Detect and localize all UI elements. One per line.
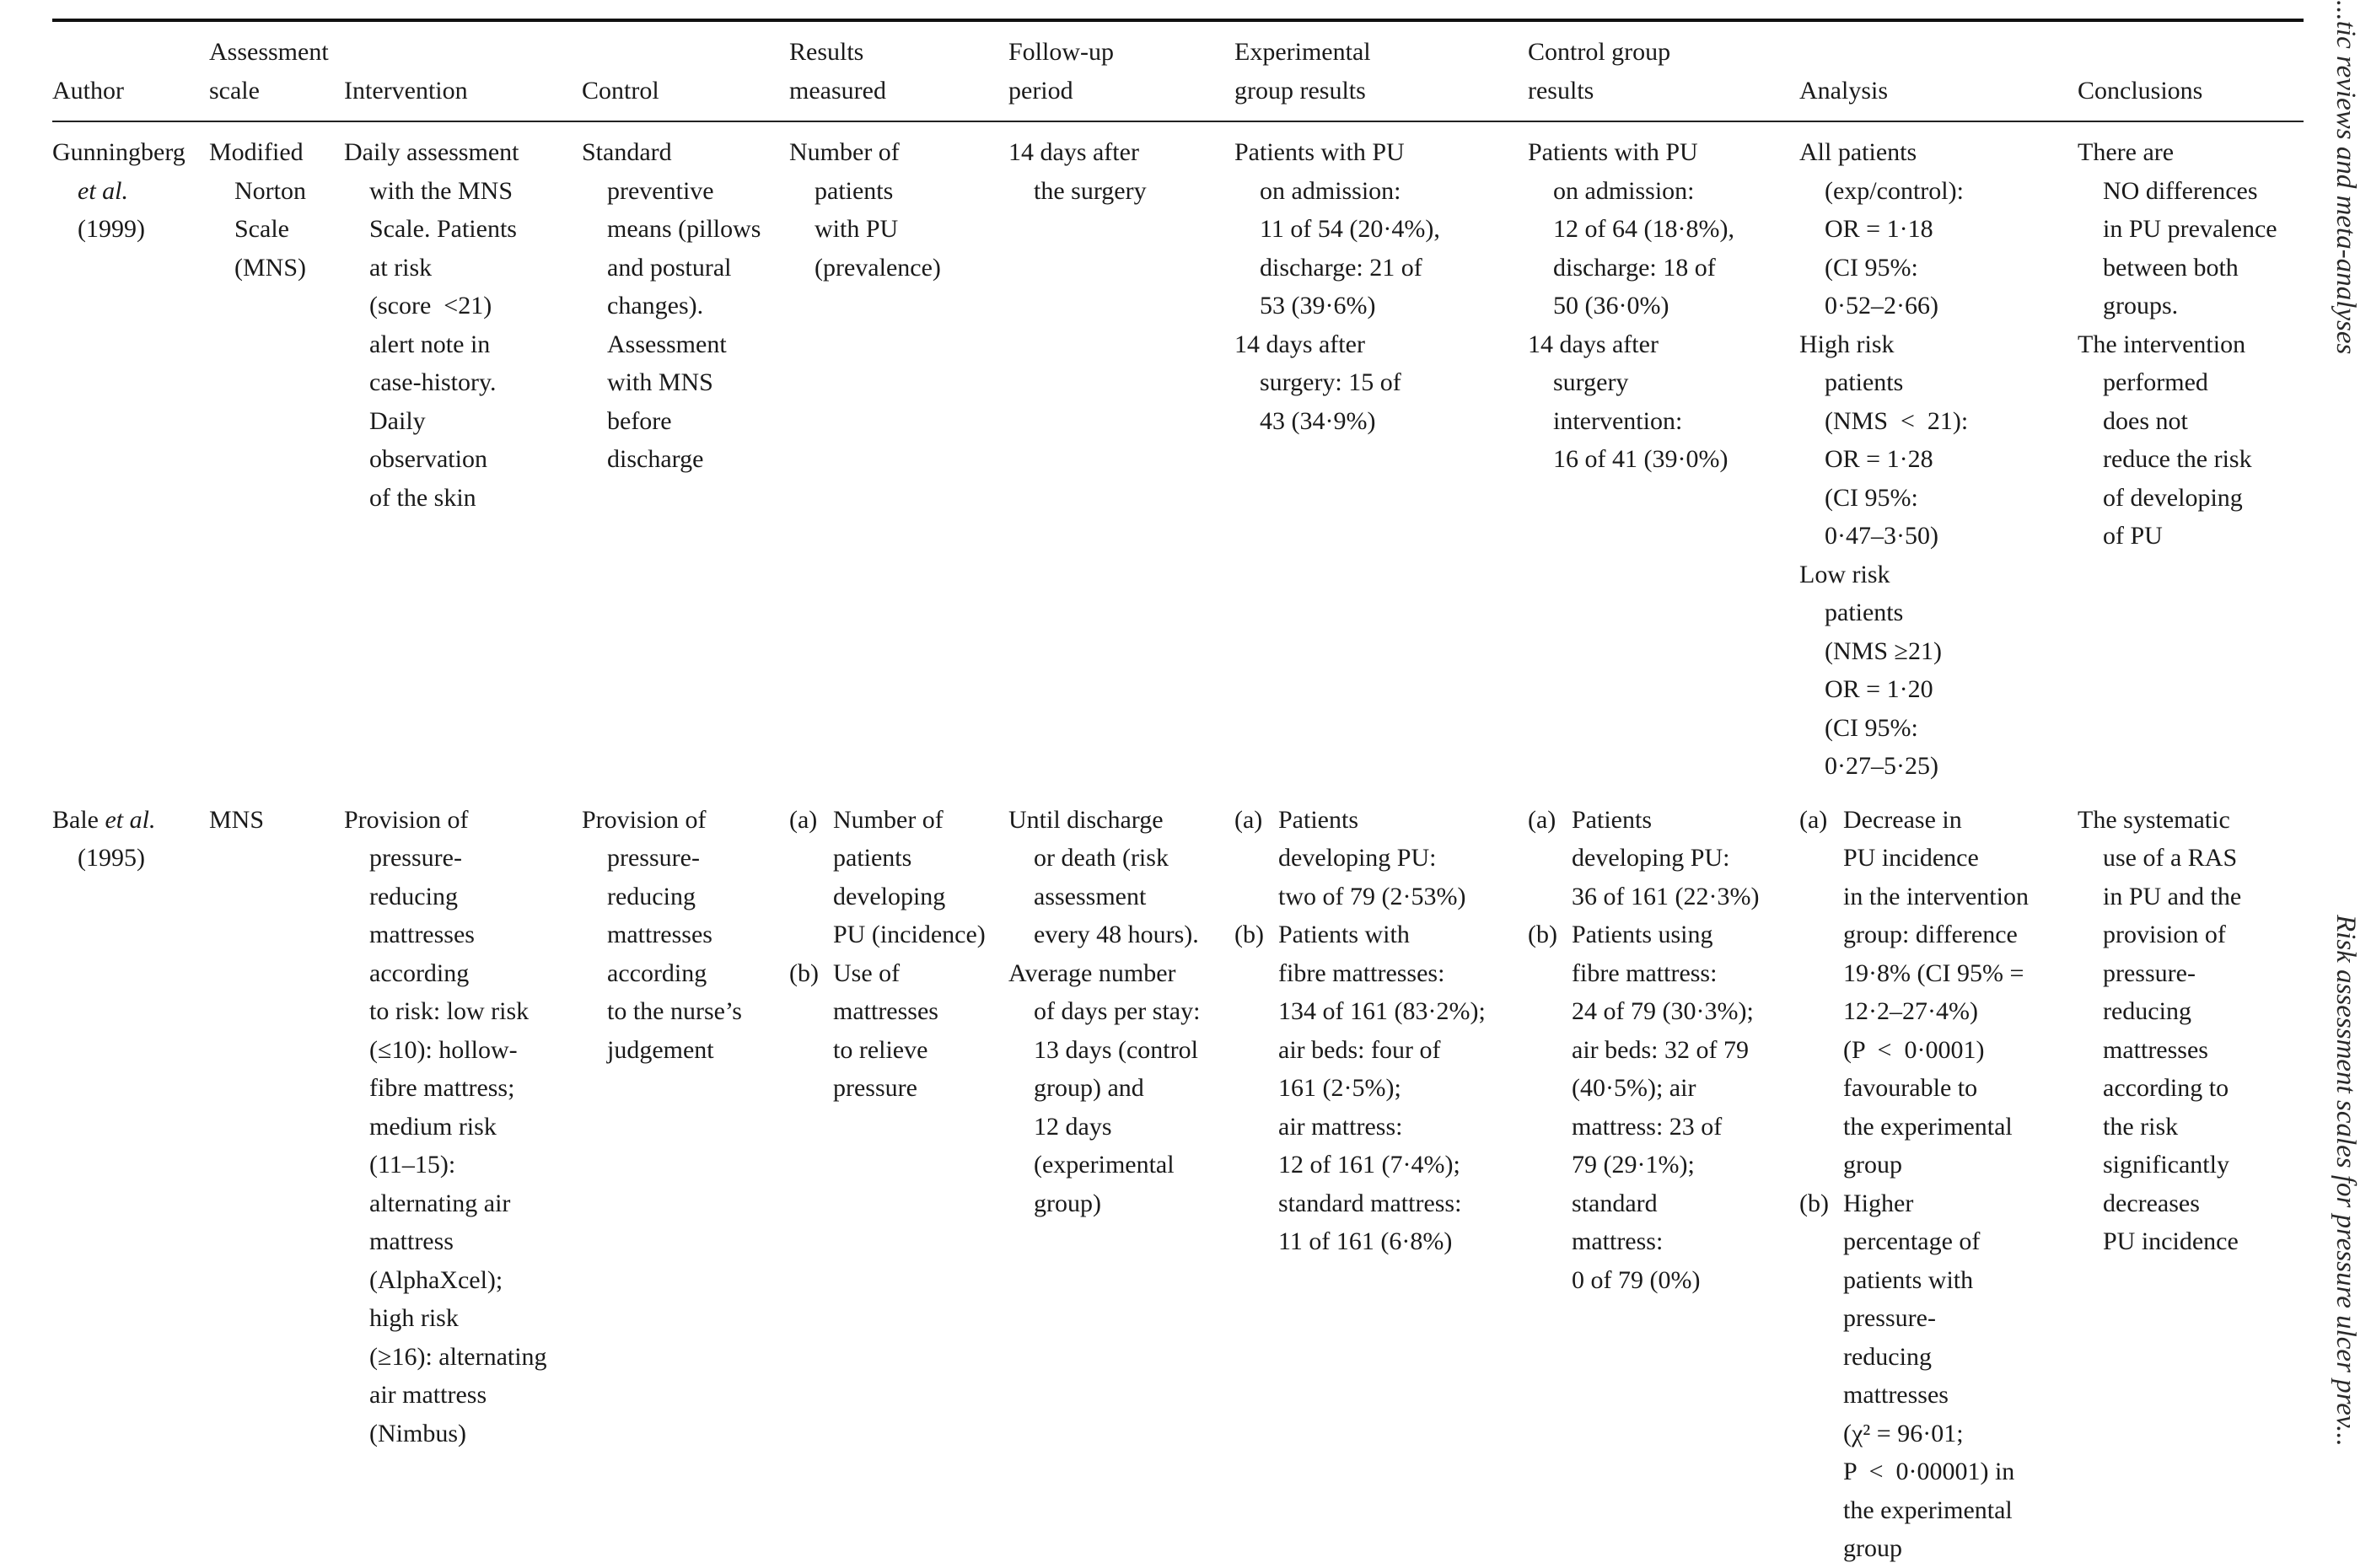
cell-line: Patients using: [1572, 921, 1713, 948]
cell-line: Decrease in: [1843, 805, 1962, 834]
conclusions-cell: [2078, 133, 2304, 801]
cell-line: in PU and the: [2103, 882, 2242, 910]
cell-line: Provision of: [344, 805, 469, 834]
cell-line: The systematic: [2078, 805, 2230, 834]
cell-line: two of 79 (2·53%): [1278, 882, 1466, 910]
author-name-line: [52, 133, 209, 172]
cell-line: preventive: [607, 176, 714, 205]
item-body: [1843, 1184, 2078, 1568]
cell-line: (11–15):: [369, 1151, 456, 1179]
cell-line: Scale. Patients: [369, 215, 517, 243]
item-body: [1572, 801, 1799, 916]
column-header: [1008, 32, 1234, 120]
labelled-item: [1528, 801, 1799, 916]
cell-line: (≥16): alternating: [369, 1342, 547, 1371]
item-label: (b): [1528, 921, 1557, 948]
author-cell: [52, 133, 209, 801]
control-results-cell: [1528, 801, 1799, 1568]
column-header: [1234, 32, 1528, 120]
cell-line: (MNS): [234, 253, 307, 282]
cell-line: according: [607, 959, 707, 987]
cell-line: Scale: [234, 215, 289, 243]
cell-line: group: difference: [1843, 921, 2018, 948]
author-etal: et al.: [105, 805, 156, 834]
author-name: Bale: [52, 805, 99, 834]
cell-line: air mattress:: [1278, 1112, 1403, 1141]
cell-line: between both: [2103, 253, 2239, 282]
cell-line: to the nurse’s: [607, 997, 742, 1025]
author-etal: et al.: [78, 176, 128, 205]
cell-line: group): [1034, 1189, 1101, 1217]
cell-line: of days per stay:: [1034, 997, 1201, 1025]
labelled-item: [1799, 801, 2078, 1184]
column-header-line2: period: [1008, 76, 1073, 105]
cell-line: groups.: [2103, 292, 2179, 320]
analysis-cell: [1799, 133, 2078, 801]
cell-line: Higher: [1843, 1189, 1914, 1217]
cell-line: 0·52–2·66): [1825, 292, 1938, 320]
cell-line: 134 of 161 (83·2%);: [1278, 997, 1486, 1025]
cell-line: air beds: 32 of 79: [1572, 1035, 1749, 1064]
cell-line: in the intervention: [1843, 882, 2029, 910]
cell-line: Use of: [833, 959, 901, 987]
cell-line: 161 (2·5%);: [1278, 1074, 1401, 1102]
item-body: [1843, 801, 2078, 1184]
column-header-line1: Follow-up: [1008, 38, 1115, 66]
item-body: [1278, 916, 1528, 1261]
column-header: [209, 32, 344, 120]
running-margin-title-bottom: Risk assessment scales for pressure ulcer prev...: [2331, 915, 2361, 1447]
cell-line: Assessment: [607, 330, 727, 358]
column-header-line1: [582, 33, 789, 72]
cell-line: patients with: [1843, 1265, 1974, 1294]
cell-line: mattress: 23 of: [1572, 1112, 1723, 1141]
cell-line: Number of: [789, 138, 900, 166]
cell-line: mattress:: [1572, 1227, 1664, 1255]
cell-line: (exp/control):: [1825, 176, 1964, 205]
cell-line: 19·8% (CI 95% =: [1843, 959, 2024, 987]
cell-line: Provision of: [582, 805, 707, 834]
author-name-line: [52, 801, 209, 840]
intervention-cell: [344, 133, 582, 801]
cell-line: 14 days after: [1528, 330, 1659, 358]
cell-line: surgery: [1553, 368, 1629, 396]
cell-line: mattress: [369, 1227, 454, 1255]
cell-line: (AlphaXcel);: [369, 1265, 503, 1294]
cell-line: or death (risk: [1034, 844, 1169, 872]
cell-line: standard mattress:: [1278, 1189, 1462, 1217]
cell-line: patients: [833, 844, 912, 872]
cell-line: Modified: [209, 138, 304, 166]
column-header-line1: Experimental: [1234, 38, 1371, 66]
cell-line: (Nimbus): [369, 1419, 466, 1447]
column-header: [1528, 32, 1799, 120]
control-cell: [582, 801, 789, 1568]
cell-line: changes).: [607, 292, 704, 320]
cell-line: with PU: [815, 215, 899, 243]
cell-line: patients: [1825, 368, 1904, 396]
cell-line: OR = 1·20: [1825, 675, 1933, 703]
item-label: (b): [1234, 921, 1264, 948]
cell-line: intervention:: [1553, 406, 1683, 435]
cell-line: Patients with PU: [1528, 138, 1698, 166]
cell-line: PU incidence: [1843, 844, 1979, 872]
cell-line: 36 of 161 (22·3%): [1572, 882, 1760, 910]
cell-line: 11 of 54 (20·4%),: [1260, 215, 1440, 243]
cell-line: discharge: 21 of: [1260, 253, 1422, 282]
cell-line: patients: [1825, 599, 1904, 626]
column-header-line2: scale: [209, 76, 260, 105]
results-measured-cell: [789, 133, 1008, 801]
cell-line: NO differences: [2103, 176, 2258, 205]
cell-line: The intervention: [2078, 330, 2246, 358]
cell-line: patients: [815, 176, 894, 205]
cell-line: (P < 0·0001): [1843, 1035, 1985, 1064]
column-header-line1: [2078, 33, 2304, 72]
running-margin-title-top: ...tic reviews and meta-analyses: [2331, 0, 2361, 355]
cell-line: 14 days after: [1234, 330, 1365, 358]
cell-line: MNS: [209, 805, 265, 834]
assessment-scale-cell: [209, 801, 344, 1568]
cell-line: developing PU:: [1572, 844, 1730, 872]
cell-line: of the skin: [369, 483, 476, 512]
author-cell: [52, 801, 209, 1568]
cell-line: High risk: [1799, 330, 1895, 358]
cell-line: group) and: [1034, 1074, 1144, 1102]
cell-line: (score <21): [369, 292, 492, 320]
intervention-cell: [344, 801, 582, 1568]
cell-line: and postural: [607, 253, 732, 282]
cell-line: (experimental: [1034, 1151, 1175, 1179]
cell-line: decreases: [2103, 1189, 2200, 1217]
cell-line: Patients: [1572, 805, 1652, 834]
cell-line: (prevalence): [815, 253, 941, 282]
cell-line: fibre mattress;: [369, 1074, 515, 1102]
cell-line: fibre mattress:: [1572, 959, 1718, 987]
cell-line: with the MNS: [369, 176, 513, 205]
results-measured-cell: [789, 801, 1008, 1568]
cell-line: to relieve: [833, 1035, 928, 1064]
cell-line: PU (incidence): [833, 921, 986, 948]
cell-line: Patients with PU: [1234, 138, 1405, 166]
cell-line: 14 days after: [1008, 138, 1139, 166]
cell-line: observation: [369, 445, 487, 473]
cell-line: mattresses: [1843, 1381, 1949, 1409]
cell-line: pressure: [833, 1074, 917, 1102]
cell-line: before: [607, 406, 672, 435]
cell-line: 12 days: [1034, 1112, 1112, 1141]
column-header: [1799, 32, 2078, 120]
follow-up-cell: [1008, 133, 1234, 801]
cell-line: (χ² = 96·01;: [1843, 1419, 1964, 1447]
cell-line: air mattress: [369, 1381, 487, 1409]
cell-line: Daily: [369, 406, 426, 435]
item-body: [1278, 801, 1528, 916]
table-row: [52, 801, 2304, 1568]
item-label: (a): [1234, 805, 1263, 834]
column-header-line2: Author: [52, 76, 124, 105]
cell-line: the surgery: [1034, 176, 1147, 205]
follow-up-cell: [1008, 801, 1234, 1568]
cell-line: to risk: low risk: [369, 997, 530, 1025]
cell-line: 0 of 79 (0%): [1572, 1265, 1701, 1294]
cell-line: with MNS: [607, 368, 713, 396]
cell-line: developing PU:: [1278, 844, 1437, 872]
control-results-cell: [1528, 133, 1799, 801]
cell-line: Patients with: [1278, 921, 1410, 948]
cell-line: Standard: [582, 138, 672, 166]
cell-line: pressure-: [2103, 959, 2196, 987]
item-label: (b): [789, 959, 819, 987]
column-header-line2: group results: [1234, 76, 1366, 105]
author-year: (1995): [78, 844, 145, 872]
cell-line: discharge: 18 of: [1553, 253, 1716, 282]
cell-line: reducing: [369, 882, 458, 910]
cell-line: Low risk: [1799, 560, 1890, 588]
cell-line: provision of: [2103, 921, 2226, 948]
labelled-item: [789, 801, 1008, 954]
cell-line: according to: [2103, 1074, 2229, 1102]
column-header: [2078, 32, 2304, 120]
cell-line: at risk: [369, 253, 433, 282]
cell-line: 0·47–3·50): [1825, 522, 1938, 550]
cell-line: (NMS < 21):: [1825, 406, 1969, 435]
cell-line: the risk: [2103, 1112, 2179, 1141]
cell-line: Patients: [1278, 805, 1358, 834]
item-body: [833, 801, 1008, 954]
cell-line: (40·5%); air: [1572, 1074, 1696, 1102]
experimental-results-cell: [1234, 133, 1528, 801]
item-body: [833, 954, 1008, 1108]
labelled-item: [1234, 801, 1528, 916]
control-cell: [582, 133, 789, 801]
item-label: (a): [789, 805, 818, 834]
item-body: [1572, 916, 1799, 1299]
cell-line: reducing: [607, 882, 696, 910]
item-label: (a): [1799, 805, 1828, 834]
cell-line: every 48 hours).: [1034, 921, 1199, 948]
cell-line: favourable to: [1843, 1074, 1978, 1102]
cell-line: 0·27–5·25): [1825, 752, 1938, 780]
cell-line: Daily assessment: [344, 138, 519, 166]
column-header-line2: Analysis: [1799, 76, 1888, 105]
cell-line: P < 0·00001) in: [1843, 1458, 2015, 1485]
conclusions-cell: [2078, 801, 2304, 1568]
cell-line: significantly: [2103, 1151, 2229, 1179]
cell-line: (NMS ≥21): [1825, 636, 1942, 665]
cell-line: 12·2–27·4%): [1843, 997, 1978, 1025]
column-header-line1: [52, 33, 209, 72]
cell-line: of developing: [2103, 483, 2243, 512]
cell-line: medium risk: [369, 1112, 497, 1141]
cell-line: 50 (36·0%): [1553, 292, 1669, 320]
cell-line: surgery: 15 of: [1260, 368, 1401, 396]
column-header: [789, 32, 1008, 120]
cell-line: reducing: [2103, 997, 2191, 1025]
cell-line: mattresses: [607, 921, 712, 948]
labelled-item: [789, 954, 1008, 1108]
column-header-line2: measured: [789, 76, 886, 105]
table-row: [52, 133, 2304, 801]
cell-line: alternating air: [369, 1189, 511, 1217]
cell-line: the experimental: [1843, 1112, 2013, 1141]
author-year: (1999): [78, 215, 145, 243]
item-label: (a): [1528, 805, 1556, 834]
cell-line: Until discharge: [1008, 805, 1164, 834]
cell-line: reducing: [1843, 1342, 1932, 1371]
cell-line: group: [1843, 1534, 1902, 1562]
cell-line: 12 of 64 (18·8%),: [1553, 215, 1734, 243]
cell-line: mattresses: [369, 921, 475, 948]
cell-line: (CI 95%:: [1825, 713, 1918, 742]
cell-line: 13 days (control: [1034, 1035, 1198, 1064]
column-header-line1: Control group: [1528, 38, 1671, 66]
table-top-rule: [52, 19, 2304, 22]
study-comparison-table: [52, 32, 2304, 1568]
column-header: [582, 32, 789, 120]
column-header: [52, 32, 209, 120]
experimental-results-cell: [1234, 801, 1528, 1568]
cell-line: standard: [1572, 1189, 1658, 1217]
cell-line: 53 (39·6%): [1260, 292, 1376, 320]
labelled-item: [1799, 1184, 2078, 1568]
column-header-line1: [1799, 33, 2078, 72]
column-header-line1: Results: [789, 38, 864, 66]
cell-line: alert note in: [369, 330, 491, 358]
column-header-line1: Assessment: [209, 38, 329, 66]
cell-line: developing: [833, 882, 946, 910]
cell-line: discharge: [607, 445, 704, 473]
cell-line: does not: [2103, 406, 2188, 435]
labelled-item: [1234, 916, 1528, 1261]
cell-line: Number of: [833, 805, 944, 834]
cell-line: (CI 95%:: [1825, 253, 1918, 282]
cell-line: pressure-: [369, 844, 462, 872]
cell-line: pressure-: [607, 844, 700, 872]
column-header-line1: [344, 33, 582, 72]
column-header-line2: Conclusions: [2078, 76, 2203, 105]
cell-line: (≤10): hollow-: [369, 1035, 518, 1064]
cell-line: of PU: [2103, 522, 2163, 550]
cell-line: Norton: [234, 176, 306, 205]
spacer-row: [52, 120, 2304, 133]
cell-line: in PU prevalence: [2103, 215, 2277, 243]
cell-line: 24 of 79 (30·3%);: [1572, 997, 1754, 1025]
column-header-line2: results: [1528, 76, 1594, 105]
cell-line: pressure-: [1843, 1304, 1936, 1332]
cell-line: PU incidence: [2103, 1227, 2239, 1255]
labelled-item: [1528, 916, 1799, 1299]
cell-line: mattresses: [2103, 1035, 2208, 1064]
cell-line: performed: [2103, 368, 2208, 396]
column-header: [344, 32, 582, 120]
cell-line: judgement: [607, 1035, 714, 1064]
cell-line: mattresses: [833, 997, 938, 1025]
cell-line: 11 of 161 (6·8%): [1278, 1227, 1453, 1255]
cell-line: OR = 1·28: [1825, 445, 1933, 473]
cell-line: fibre mattresses:: [1278, 959, 1445, 987]
cell-line: the experimental: [1843, 1496, 2013, 1524]
item-label: (b): [1799, 1189, 1829, 1217]
table-header-row: [52, 32, 2304, 120]
author-name: Gunningberg: [52, 138, 185, 166]
analysis-cell: [1799, 801, 2078, 1568]
cell-line: All patients: [1799, 138, 1917, 166]
column-header-line2: Intervention: [344, 76, 468, 105]
cell-line: means (pillows: [607, 215, 761, 243]
cell-line: 16 of 41 (39·0%): [1553, 445, 1729, 473]
cell-line: case-history.: [369, 368, 497, 396]
cell-line: OR = 1·18: [1825, 215, 1933, 243]
cell-line: (CI 95%:: [1825, 483, 1918, 512]
column-header-line2: Control: [582, 76, 659, 105]
cell-line: air beds: four of: [1278, 1035, 1441, 1064]
cell-line: percentage of: [1843, 1227, 1981, 1255]
assessment-scale-cell: [209, 133, 344, 801]
cell-line: on admission:: [1553, 176, 1695, 205]
cell-line: 43 (34·9%): [1260, 406, 1376, 435]
cell-line: Average number: [1008, 959, 1176, 987]
cell-line: use of a RAS: [2103, 844, 2238, 872]
cell-line: high risk: [369, 1304, 459, 1332]
cell-line: There are: [2078, 138, 2175, 166]
cell-line: 12 of 161 (7·4%);: [1278, 1151, 1460, 1179]
cell-line: according: [369, 959, 470, 987]
cell-line: assessment: [1034, 882, 1147, 910]
cell-line: on admission:: [1260, 176, 1401, 205]
cell-line: 79 (29·1%);: [1572, 1151, 1695, 1179]
cell-line: reduce the risk: [2103, 445, 2252, 473]
cell-line: group: [1843, 1151, 1902, 1179]
